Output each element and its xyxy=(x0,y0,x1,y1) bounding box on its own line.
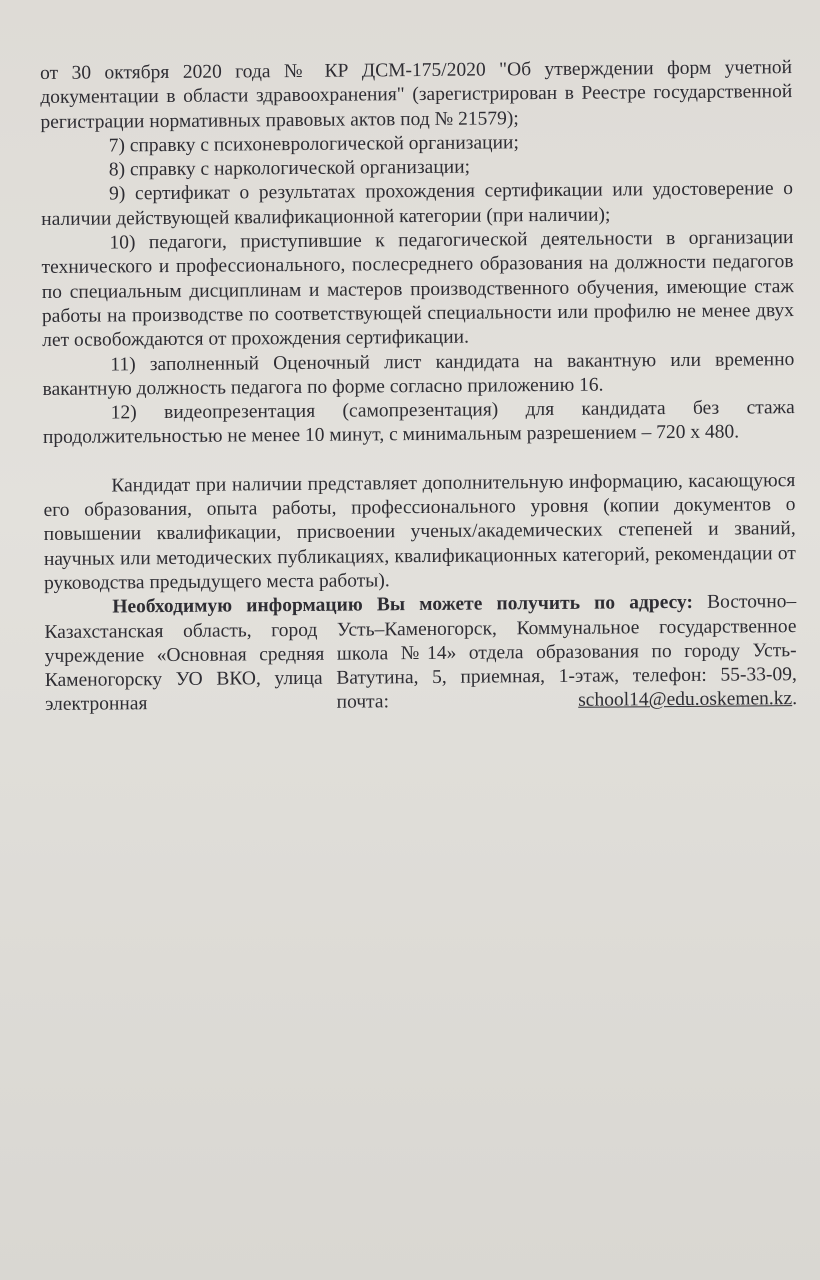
intro-paragraph: от 30 октября 2020 года № КР ДСМ-175/2020 "Об утверждении форм учетной документации в области здравоохранения" (зарегистрирован в Реестре государственной регистрации нормативных правовых актов под № 21579); xyxy=(40,57,793,133)
list-item-7: 7) справку с психоневрологической организации; xyxy=(108,132,519,157)
document-body xyxy=(40,56,797,718)
list-item-10: 10) педагоги, приступившие к педагогической деятельности в организации технического и профессионального, послесреднего образования на должности педагогов по специальным дисциплинам и мастеров производственного обучения, имеющие стаж работы на производстве по соответствующей специальности или профилю не менее двух лет освобождаются от прохождения сертификации. xyxy=(41,227,795,352)
contact-address: Восточно–Казахстанская область, город Усть–Каменогорск, Коммунальное государственное учреждение «Основная средняя школа №14» отдела образования по городу Усть-Каменогорску УО ВКО, улица Ватутина, 5, приемная, 1-этаж, телефон: 55-33-09, электронная почта: xyxy=(44,591,797,716)
final-period: . xyxy=(792,688,798,710)
email-link[interactable]: school14@edu.oskemen.kz xyxy=(578,688,793,712)
contact-heading: Необходимую информацию Вы можете получить по адресу: xyxy=(112,592,694,618)
list-item-11: 11) заполненный Оценочный лист кандидата на вакантную или временно вакантную должность педагога по форме согласно приложению 16. xyxy=(42,348,795,400)
contact-paragraph xyxy=(44,590,797,717)
list-item-12: 12) видеопрезентация (самопрезентация) для кандидата без стажа продолжительностью не менее 10 минут, с минимальным разрешением – 720 х 480. xyxy=(42,397,795,449)
candidate-paragraph: Кандидат при наличии представляет дополнительную информацию, касающуюся его образования, опыта работы, профессионального уровня (копии документов о повышении квалификации, присвоении ученых/академических степеней и званий, научных или методических публикациях, квалификационных категорий, рекомендации от руководства предыдущего места работы). xyxy=(43,469,796,594)
list-item-8: 8) справку с наркологической организации; xyxy=(108,156,471,181)
list-item-9: 9) сертификат о результатах прохождения сертификации или удостоверение о наличии действующей квалификационной категории (при наличии); xyxy=(41,178,794,230)
